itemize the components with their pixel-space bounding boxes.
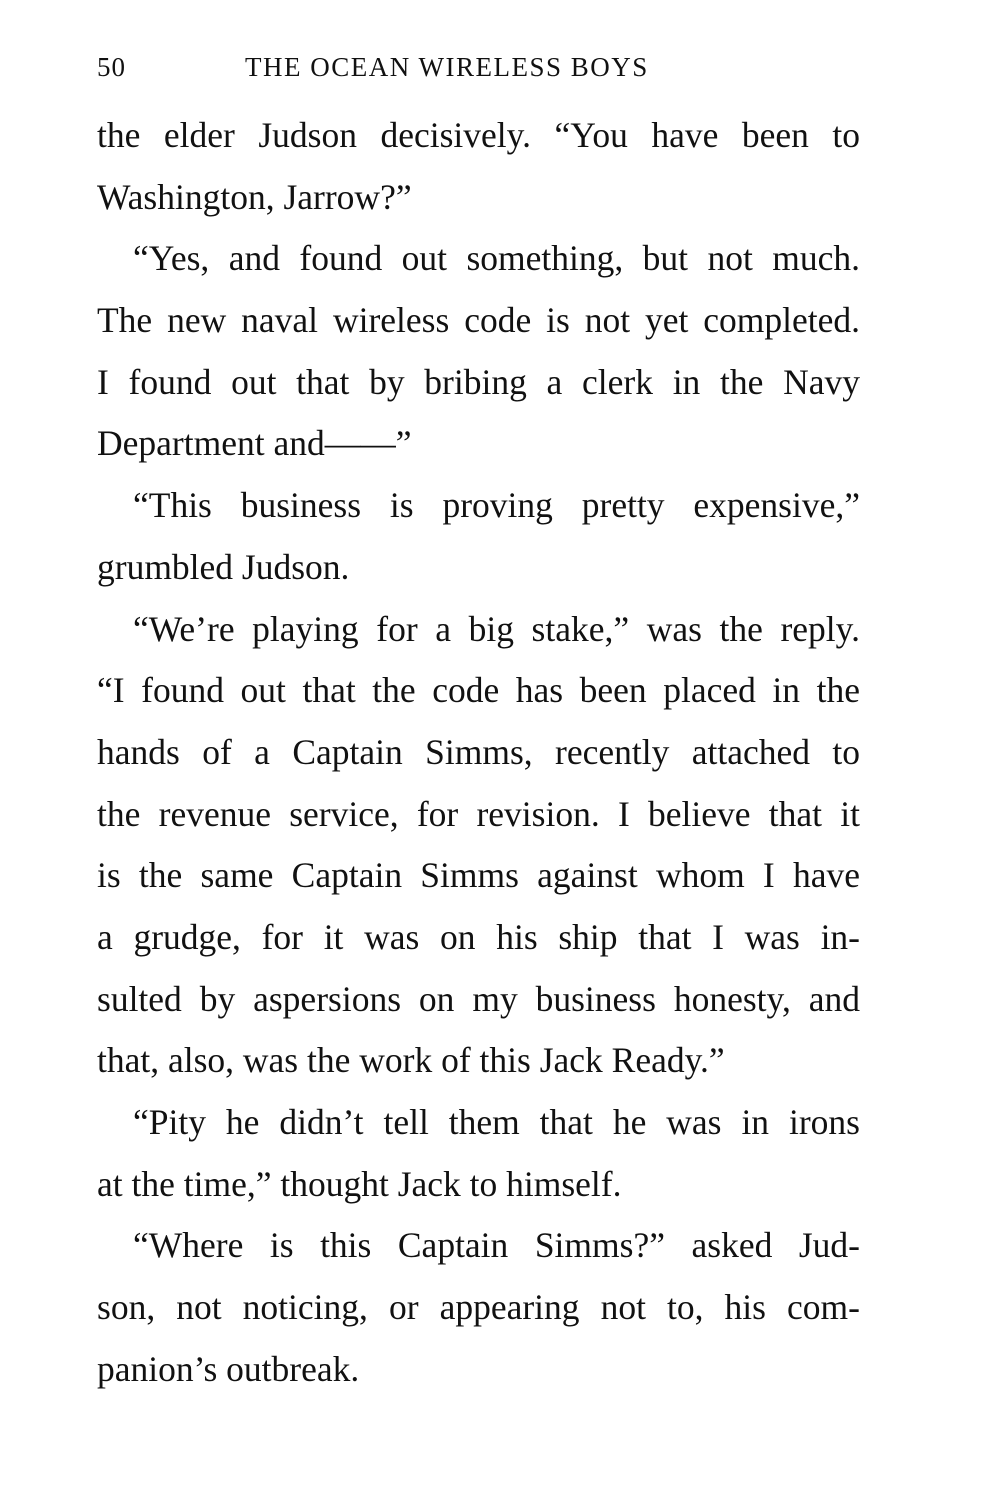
text-line: that, also, was the work of this Jack Ready.” (97, 1040, 725, 1081)
text-line: hands of a Captain Simms, recently attached to (97, 731, 860, 772)
text-line: “We’re playing for a big stake,” was the reply. (133, 608, 860, 649)
text-line: is the same Captain Simms against whom I have (97, 855, 860, 896)
text-line: the elder Judson decisively. “You have been to (97, 115, 860, 155)
text-line: panion’s outbreak. (97, 1348, 360, 1389)
text-line: “Yes, and found out something, but not much. (133, 238, 860, 279)
text-line: “This business is proving pretty expensive,” (133, 485, 860, 526)
text-line: “Where is this Captain Simms?” asked Jud- (133, 1225, 860, 1266)
text-line: grumbled Judson. (97, 546, 350, 587)
text-line: sulted by aspersions on my business honesty, and (97, 978, 860, 1019)
text-line: I found out that by bribing a clerk in the Navy (97, 361, 860, 402)
text-line: The new naval wireless code is not yet completed. (97, 300, 860, 341)
text-line: “I found out that the code has been placed in the (97, 670, 860, 711)
text-line: “Pity he didn’t tell them that he was in irons (133, 1102, 860, 1142)
page-number: 50 (97, 52, 126, 82)
running-title: THE OCEAN WIRELESS BOYS (245, 52, 649, 82)
body-text (97, 105, 860, 1400)
text-line: Washington, Jarrow?” (97, 176, 412, 217)
text-line: a grudge, for it was on his ship that I was in- (97, 916, 860, 957)
text-line: son, not noticing, or appearing not to, his com- (97, 1287, 860, 1328)
text-line: the revenue service, for revision. I believe that it (97, 793, 860, 834)
text-line: at the time,” thought Jack to himself. (97, 1163, 622, 1204)
text-line: Department and——” (97, 423, 412, 464)
page-header (97, 52, 860, 92)
